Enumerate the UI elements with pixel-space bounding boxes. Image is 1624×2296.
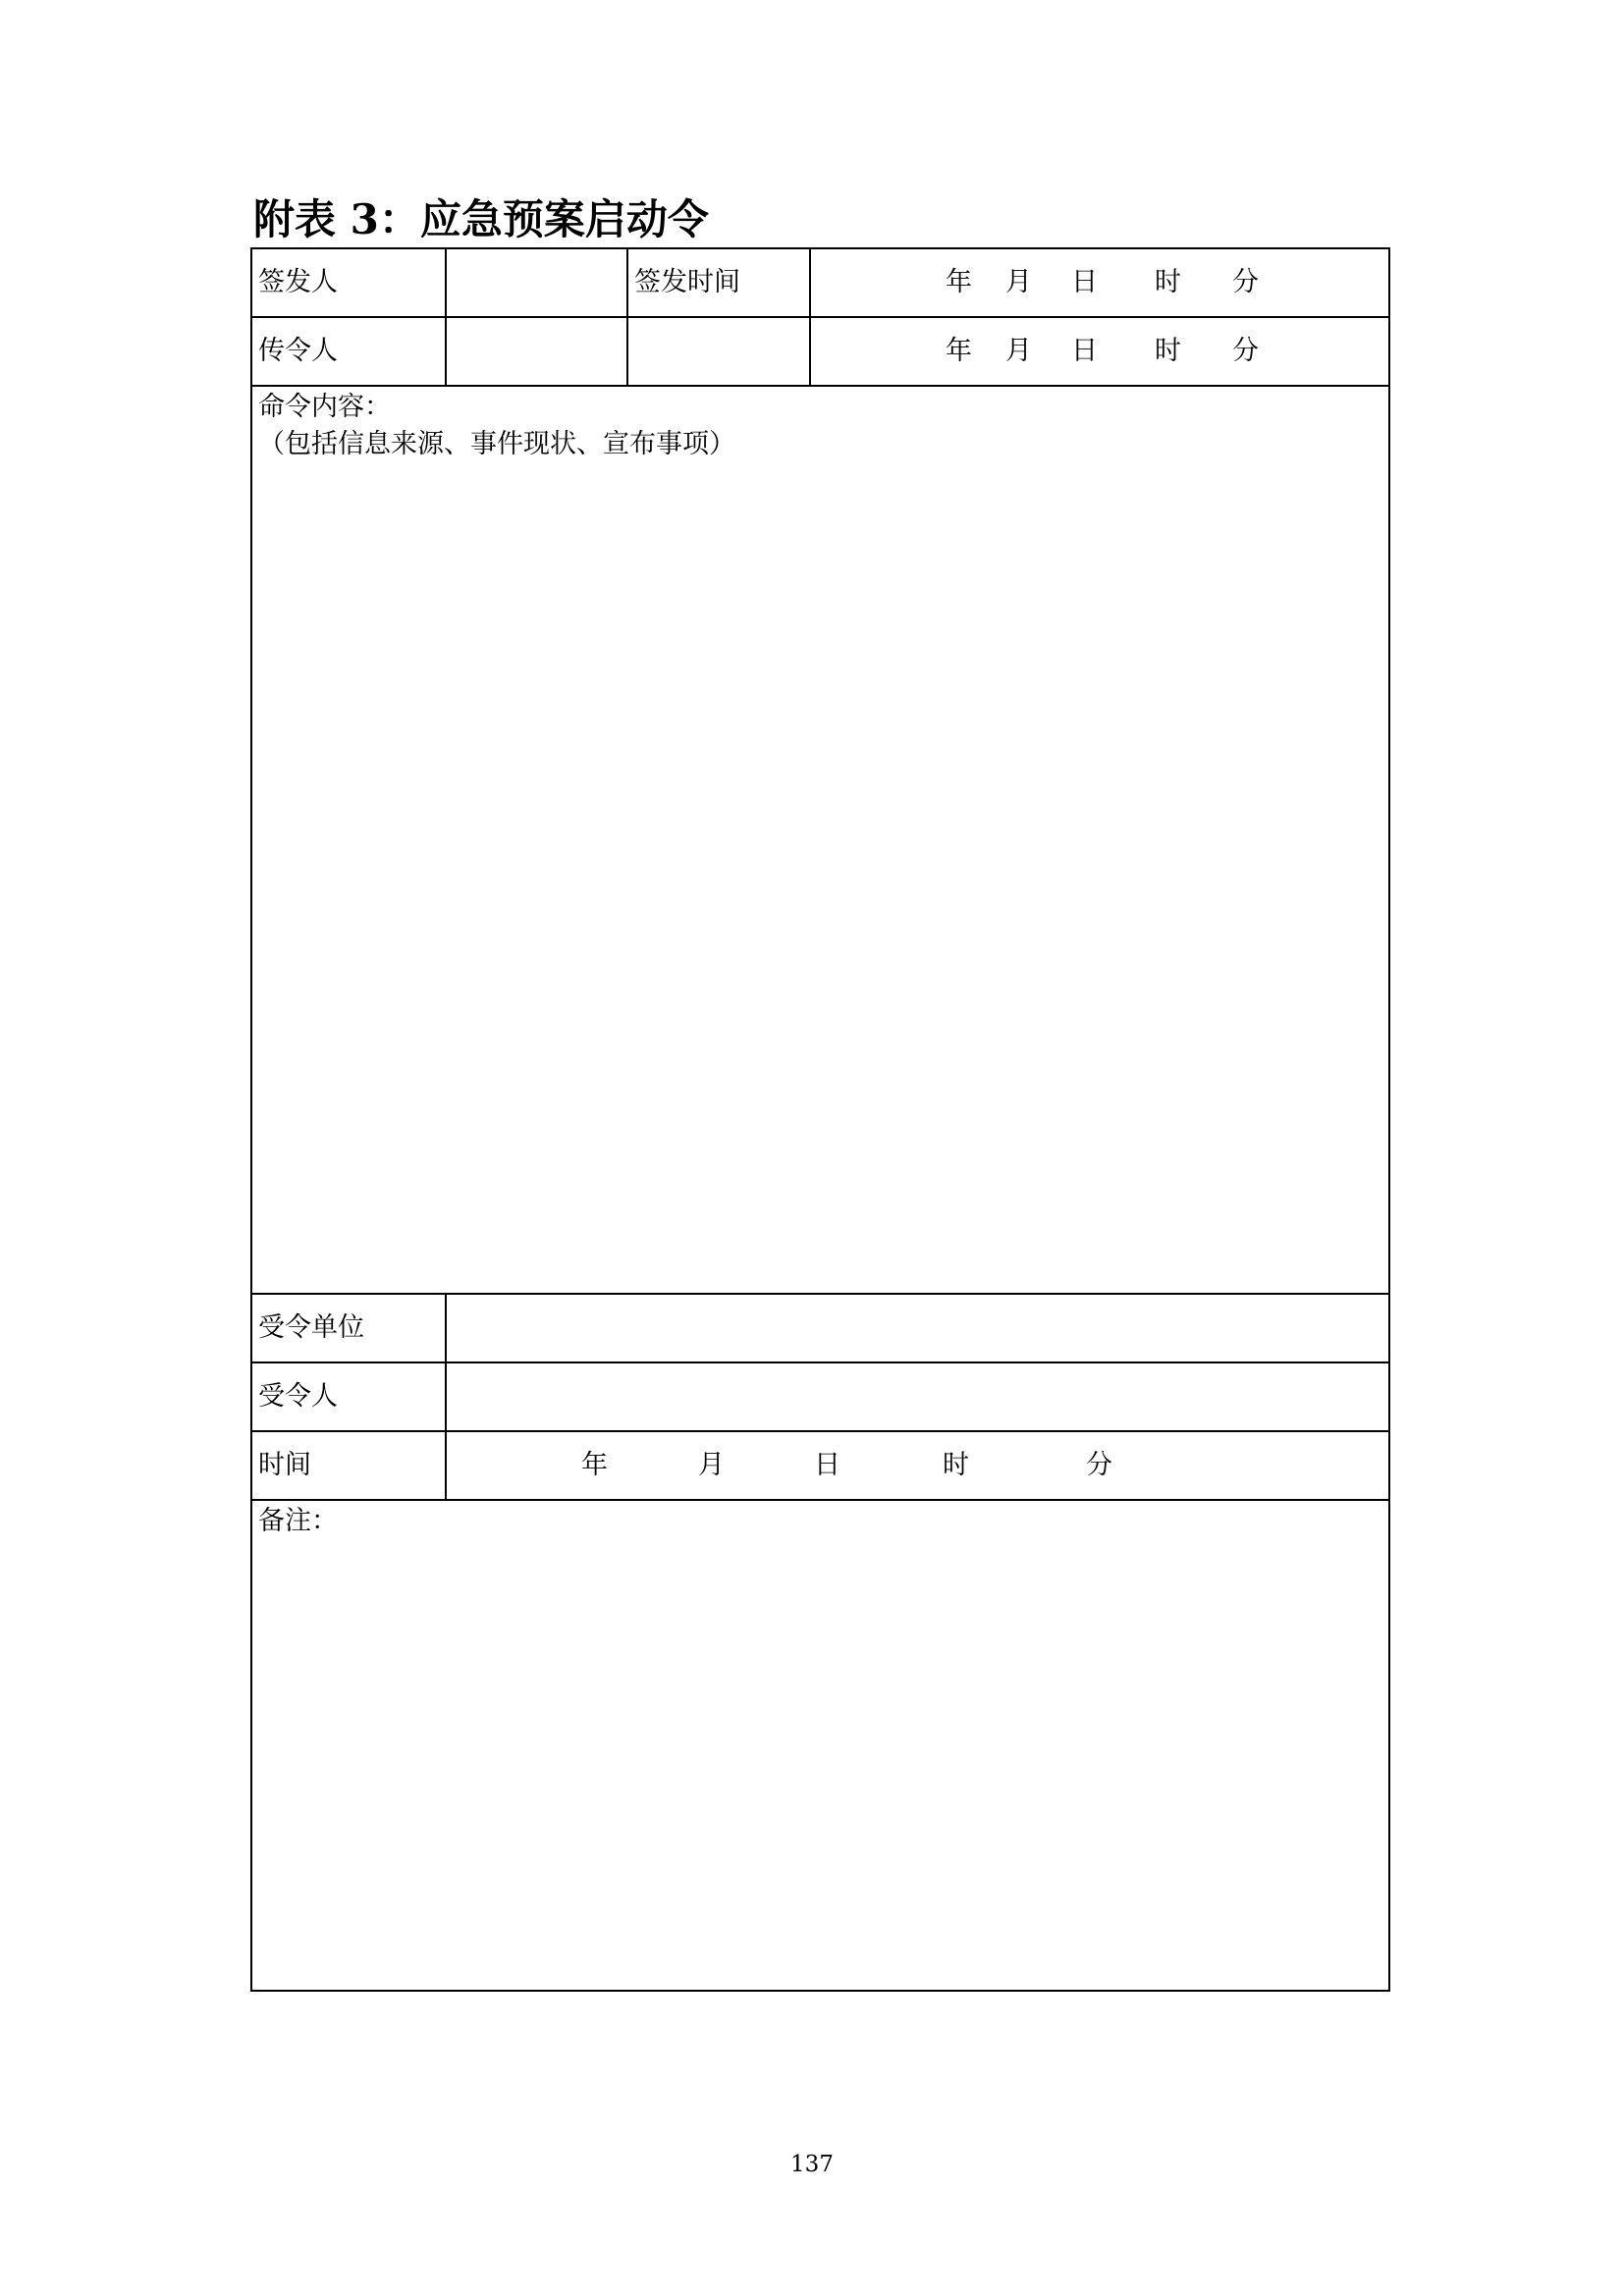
time-units xyxy=(447,1432,1388,1499)
year-unit: 年 xyxy=(946,336,972,366)
emergency-order-form xyxy=(250,247,1390,1992)
time-label: 时间 xyxy=(251,1431,446,1500)
receiver-unit-row xyxy=(251,1294,1389,1362)
day-unit: 日 xyxy=(1071,267,1098,297)
issuer-field[interactable] xyxy=(446,248,627,317)
messenger-extra-field[interactable] xyxy=(627,317,810,386)
issue-time-label: 签发时间 xyxy=(627,248,810,317)
day-unit: 日 xyxy=(814,1450,840,1480)
receiver-person-row xyxy=(251,1362,1389,1431)
messenger-time-field[interactable] xyxy=(810,317,1389,386)
issuer-label: 签发人 xyxy=(251,248,446,317)
minute-unit: 分 xyxy=(1232,267,1259,297)
command-content-row xyxy=(251,386,1389,1294)
command-content-field[interactable] xyxy=(251,386,1389,1294)
command-content-hint: （包括信息来源、事件现状、宣布事项） xyxy=(258,429,735,459)
page-number: 137 xyxy=(790,2152,834,2177)
year-unit: 年 xyxy=(946,267,972,297)
form-title: 附表 3：应急预案启动令 xyxy=(253,195,709,243)
minute-unit: 分 xyxy=(1232,336,1259,366)
receiver-person-label: 受令人 xyxy=(251,1362,446,1431)
day-unit: 日 xyxy=(1071,336,1098,366)
receiver-unit-field[interactable] xyxy=(446,1294,1389,1362)
messenger-row xyxy=(251,317,1389,386)
remarks-label: 备注： xyxy=(258,1506,338,1536)
issue-time-field[interactable] xyxy=(810,248,1389,317)
remarks-field[interactable] xyxy=(251,1500,1389,1991)
receiver-unit-label: 受令单位 xyxy=(251,1294,446,1362)
issue-time-units xyxy=(817,264,1388,301)
hour-unit: 时 xyxy=(1155,267,1181,297)
issuer-row xyxy=(251,248,1389,317)
messenger-label: 传令人 xyxy=(251,317,446,386)
year-unit: 年 xyxy=(581,1450,608,1480)
receiver-person-field[interactable] xyxy=(446,1362,1389,1431)
month-unit: 月 xyxy=(1005,336,1032,366)
month-unit: 月 xyxy=(1005,267,1032,297)
hour-unit: 时 xyxy=(1155,336,1181,366)
remarks-row xyxy=(251,1500,1389,1991)
time-row xyxy=(251,1431,1389,1500)
messenger-field[interactable] xyxy=(446,317,627,386)
command-content-label: 命令内容： xyxy=(258,392,391,422)
minute-unit: 分 xyxy=(1086,1450,1112,1480)
time-field[interactable] xyxy=(446,1431,1389,1500)
month-unit: 月 xyxy=(698,1450,725,1480)
messenger-time-units xyxy=(817,333,1388,370)
hour-unit: 时 xyxy=(943,1450,969,1480)
